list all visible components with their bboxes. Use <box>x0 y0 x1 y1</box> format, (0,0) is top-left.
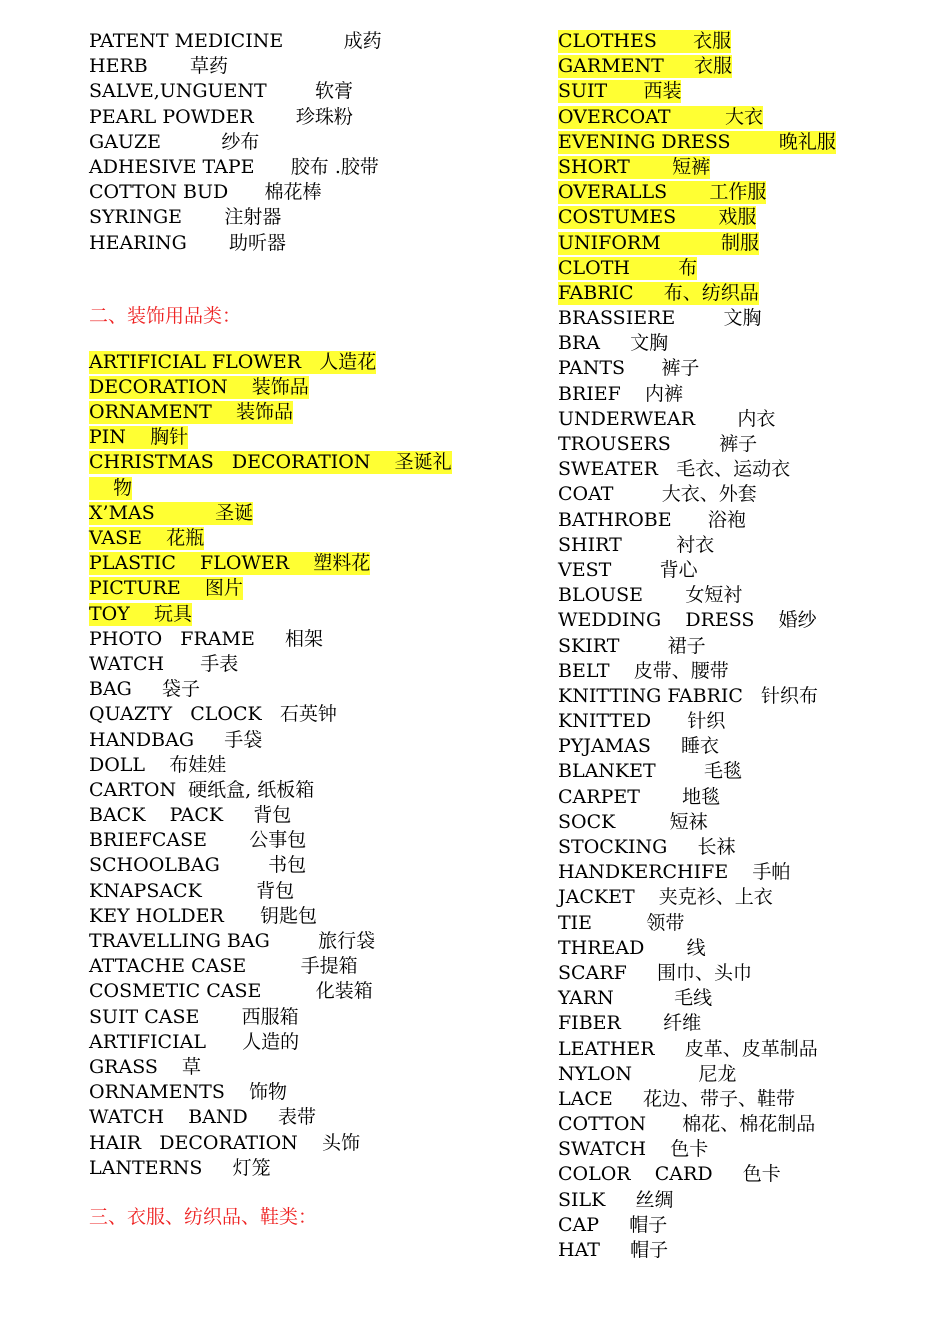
vocab-entry <box>558 734 938 759</box>
vocab-entry-text: DECORATION 装饰品 <box>89 375 309 398</box>
vocab-entry <box>558 785 938 810</box>
vocab-entry-text: PANTS 裤子 <box>558 357 700 380</box>
vocab-entry <box>89 954 489 979</box>
vocab-entry-text: ATTACHE CASE 手提箱 <box>89 955 358 978</box>
vocab-entry-text: SHORT 短裤 <box>558 155 711 178</box>
vocab-entry <box>558 1162 938 1187</box>
vocab-entry <box>89 375 489 400</box>
vocab-entry-text: YARN 毛线 <box>558 987 713 1010</box>
vocab-entry <box>89 1080 489 1105</box>
vocab-entry <box>558 508 938 533</box>
vocab-entry <box>89 205 489 230</box>
vocab-entry-text: SWATCH 色卡 <box>558 1138 709 1161</box>
vocab-entry <box>558 180 938 205</box>
vocab-entry-text: UNDERWEAR 内衣 <box>558 407 776 430</box>
vocab-entry <box>89 702 489 727</box>
vocab-entry <box>558 1011 938 1036</box>
vocab-entry-text: DOLL 布娃娃 <box>89 753 227 776</box>
vocab-entry-text: FIBER 纤维 <box>558 1012 702 1035</box>
vocab-entry <box>558 634 938 659</box>
vocab-entry-text: SILK 丝绸 <box>558 1188 674 1211</box>
medical-vocab-list <box>89 29 489 256</box>
vocab-entry <box>89 904 489 929</box>
vocab-entry <box>558 1112 938 1137</box>
vocab-entry <box>89 180 489 205</box>
vocab-entry <box>89 450 489 475</box>
vocab-entry-text: 物 <box>89 476 133 499</box>
vocab-entry <box>89 652 489 677</box>
vocab-entry <box>89 54 489 79</box>
vocab-entry-text: CLOTHES 衣服 <box>558 30 732 52</box>
vocab-entry <box>558 1087 938 1112</box>
vocab-entry-text: KNITTING FABRIC 针织布 <box>558 684 819 707</box>
vocab-entry-text: BACK PACK 背包 <box>89 804 292 827</box>
vocab-entry-text: STOCKING 长袜 <box>558 836 736 858</box>
vocab-entry-text: WEDDING DRESS 婚纱 <box>558 609 817 632</box>
vocab-entry-text: HANDKERCHIFE 手帕 <box>558 861 791 884</box>
vocab-entry-text: ORNAMENTS 饰物 <box>89 1081 288 1104</box>
vocab-entry-text: CAP 帽子 <box>558 1213 668 1236</box>
vocab-entry-text: COTTON 棉花、棉花制品 <box>558 1113 816 1136</box>
vocab-entry <box>89 1055 489 1080</box>
vocab-entry <box>558 936 938 961</box>
vocab-entry <box>558 911 938 936</box>
vocab-entry <box>558 306 938 331</box>
vocab-entry <box>558 407 938 432</box>
vocab-entry-text: UNIFORM 制服 <box>558 231 760 254</box>
vocab-entry-text: KNITTED 针织 <box>558 710 726 733</box>
vocab-entry-text: ADHESIVE TAPE 胶布 .胶带 <box>89 155 379 178</box>
right-column <box>558 29 938 1263</box>
vocab-entry-text: WATCH 手表 <box>89 652 239 675</box>
vocab-entry-text: THREAD 线 <box>558 936 706 959</box>
vocab-entry <box>89 551 489 576</box>
vocab-entry-text: HAIR DECORATION 头饰 <box>89 1131 360 1154</box>
vocab-entry-text: BRIEF 内裤 <box>558 382 683 405</box>
vocab-entry-text: GRASS 草 <box>89 1055 202 1078</box>
vocab-entry <box>89 627 489 652</box>
vocab-entry-text: COTTON BUD 棉花棒 <box>89 181 322 204</box>
vocab-entry <box>558 533 938 558</box>
vocab-entry <box>558 281 938 306</box>
vocab-entry <box>89 979 489 1004</box>
vocab-entry <box>558 1037 938 1062</box>
vocab-entry <box>89 778 489 803</box>
vocab-entry-text: SWEATER 毛衣、运动衣 <box>558 458 791 481</box>
vocab-entry-text: BLANKET 毛毯 <box>558 760 742 783</box>
vocab-entry-text: TOY 玩具 <box>89 602 192 625</box>
vocab-entry-text: TIE 领带 <box>558 911 685 934</box>
vocab-entry <box>558 205 938 230</box>
vocab-entry-text: SKIRT 裙子 <box>558 634 706 657</box>
vocab-entry-text: SHIRT 衬衣 <box>558 533 715 556</box>
vocab-entry <box>558 885 938 910</box>
vocab-entry <box>89 501 489 526</box>
vocab-entry-text: COSMETIC CASE 化装箱 <box>89 980 373 1003</box>
vocab-entry <box>89 155 489 180</box>
vocab-entry <box>89 576 489 601</box>
vocab-entry-text: KEY HOLDER 钥匙包 <box>89 904 318 927</box>
vocab-entry-text: X’MAS 圣诞 <box>89 501 254 524</box>
vocab-entry <box>89 1005 489 1030</box>
vocab-entry-text: LACE 花边、带子、鞋带 <box>558 1087 795 1110</box>
vocab-entry <box>558 457 938 482</box>
vocab-entry <box>558 105 938 130</box>
section-heading-decorations: 二、装饰用品类： <box>89 304 242 327</box>
vocab-entry-text: CARTON 硬纸盒, 纸板箱 <box>89 778 315 801</box>
vocab-entry-text: SALVE,UNGUENT 软膏 <box>89 80 354 103</box>
vocab-entry <box>558 558 938 583</box>
vocab-entry-text: BRA 文胸 <box>558 332 669 355</box>
vocab-entry-text: SUIT 西装 <box>558 80 682 103</box>
vocab-entry-text: BLOUSE 女短衬 <box>558 584 743 607</box>
clothing-highlighted-list <box>558 29 938 306</box>
vocab-entry <box>89 879 489 904</box>
vocab-entry-text: GAUZE 纱布 <box>89 130 260 153</box>
vocab-entry <box>558 155 938 180</box>
vocab-entry <box>558 1188 938 1213</box>
vocab-entry-text: VEST 背心 <box>558 558 698 581</box>
vocab-entry <box>89 1131 489 1156</box>
vocab-entry <box>558 961 938 986</box>
vocab-entry <box>89 400 489 425</box>
vocab-entry <box>558 382 938 407</box>
vocab-entry-text: BAG 袋子 <box>89 678 201 701</box>
vocab-entry-text: SCHOOLBAG 书包 <box>89 854 307 877</box>
vocab-entry-text: PIN 胸针 <box>89 426 189 449</box>
vocab-entry <box>558 860 938 885</box>
vocab-entry-text: PLASTIC FLOWER 塑料花 <box>89 552 371 575</box>
vocab-entry <box>558 29 938 54</box>
vocab-entry <box>558 256 938 281</box>
vocab-entry <box>558 810 938 835</box>
vocab-entry-text: ARTIFICIAL 人造的 <box>89 1030 300 1053</box>
vocab-entry-text: COAT 大衣、外套 <box>558 483 757 506</box>
vocab-entry-text: BRASSIERE 文胸 <box>558 307 762 330</box>
vocab-entry-text: ORNAMENT 装饰品 <box>89 401 294 424</box>
vocab-entry <box>89 29 489 54</box>
vocab-entry-text: VASE 花瓶 <box>89 527 205 549</box>
vocab-entry-text: PHOTO FRAME 相架 <box>89 627 324 650</box>
vocab-entry-text: JACKET 夹克衫、上衣 <box>558 886 773 909</box>
vocab-entry <box>89 929 489 954</box>
vocab-entry-text: HANDBAG 手袋 <box>89 728 263 751</box>
vocab-entry <box>558 79 938 104</box>
left-column <box>89 29 489 1230</box>
vocab-entry-text: SUIT CASE 西服箱 <box>89 1005 299 1028</box>
vocab-entry-text: PICTURE 图片 <box>89 577 243 600</box>
vocab-entry <box>89 602 489 627</box>
vocab-entry <box>558 432 938 457</box>
vocab-entry-text: SYRINGE 注射器 <box>89 206 282 229</box>
vocab-entry <box>89 105 489 130</box>
vocab-entry-text: BRIEFCASE 公事包 <box>89 829 307 852</box>
vocab-entry <box>89 79 489 104</box>
vocab-entry <box>558 231 938 256</box>
vocab-entry <box>89 828 489 853</box>
vocab-entry <box>558 759 938 784</box>
clothing-vocab-list <box>558 306 938 1263</box>
vocab-entry <box>89 728 489 753</box>
vocab-entry-text: GARMENT 衣服 <box>558 55 733 78</box>
vocab-entry <box>89 425 489 450</box>
vocab-entry-text: CHRISTMAS DECORATION 圣诞礼 <box>89 451 452 474</box>
vocab-entry <box>558 130 938 155</box>
vocab-entry <box>558 986 938 1011</box>
vocab-entry-text: COLOR CARD 色卡 <box>558 1163 781 1186</box>
vocab-entry-text: EVENING DRESS 晚礼服 <box>558 130 836 153</box>
vocab-entry-text: CLOTH 布 <box>558 256 698 279</box>
vocab-entry-text: KNAPSACK 背包 <box>89 879 295 902</box>
vocab-entry <box>89 130 489 155</box>
vocab-entry <box>89 526 489 551</box>
vocab-entry <box>558 482 938 507</box>
vocab-entry-text: BELT 皮带、腰带 <box>558 659 729 682</box>
vocab-entry <box>89 853 489 878</box>
vocab-entry <box>558 835 938 860</box>
decoration-vocab-list <box>89 627 489 1181</box>
vocab-entry-text: WATCH BAND 表带 <box>89 1106 316 1129</box>
vocab-entry <box>558 1137 938 1162</box>
vocab-entry-text: LANTERNS 灯笼 <box>89 1156 271 1179</box>
vocab-entry <box>558 54 938 79</box>
vocab-entry <box>89 1030 489 1055</box>
vocab-entry <box>558 709 938 734</box>
vocab-entry <box>89 476 489 501</box>
vocab-entry <box>558 608 938 633</box>
vocab-entry <box>558 659 938 684</box>
section-heading-clothing: 三、衣服、纺织品、鞋类： <box>89 1205 318 1228</box>
vocab-entry <box>558 1213 938 1238</box>
vocab-entry-text: OVERALLS 工作服 <box>558 181 767 204</box>
vocab-entry <box>558 1238 938 1263</box>
vocab-entry-text: TRAVELLING BAG 旅行袋 <box>89 930 376 952</box>
vocab-entry <box>89 1105 489 1130</box>
vocab-entry <box>558 1062 938 1087</box>
vocab-entry-text: PYJAMAS 睡衣 <box>558 735 720 758</box>
vocab-entry-text: OVERCOAT 大衣 <box>558 105 763 128</box>
vocab-entry <box>89 753 489 778</box>
vocab-entry <box>558 356 938 381</box>
vocab-entry-text: QUAZTY CLOCK 石英钟 <box>89 703 337 726</box>
vocab-entry-text: SCARF 围巾、头巾 <box>558 961 752 984</box>
vocab-entry-text: LEATHER 皮革、皮革制品 <box>558 1037 818 1060</box>
vocab-entry <box>89 350 489 375</box>
vocab-entry-text: FABRIC 布、纺织品 <box>558 281 759 304</box>
vocab-entry <box>89 1156 489 1181</box>
decoration-highlighted-list <box>89 350 489 627</box>
vocab-entry-text: ARTIFICIAL FLOWER 人造花 <box>89 350 377 373</box>
vocab-entry <box>558 583 938 608</box>
vocab-entry-text: SOCK 短袜 <box>558 810 708 833</box>
vocab-entry-text: PEARL POWDER 珍珠粉 <box>89 105 353 128</box>
vocab-entry <box>558 684 938 709</box>
vocab-entry <box>89 677 489 702</box>
vocab-entry-text: PATENT MEDICINE 成药 <box>89 30 382 52</box>
vocab-entry-text: TROUSERS 裤子 <box>558 433 758 455</box>
vocab-entry <box>89 231 489 256</box>
vocab-entry-text: CARPET 地毯 <box>558 785 721 808</box>
vocab-entry-text: COSTUMES 戏服 <box>558 206 757 229</box>
vocab-entry <box>89 803 489 828</box>
vocab-entry-text: BATHROBE 浴袍 <box>558 508 746 531</box>
vocab-entry-text: HEARING 助听器 <box>89 231 287 254</box>
vocab-entry-text: HERB 草药 <box>89 55 228 78</box>
vocab-entry <box>558 331 938 356</box>
vocab-entry-text: NYLON 尼龙 <box>558 1062 737 1085</box>
vocab-entry-text: HAT 帽子 <box>558 1239 669 1261</box>
